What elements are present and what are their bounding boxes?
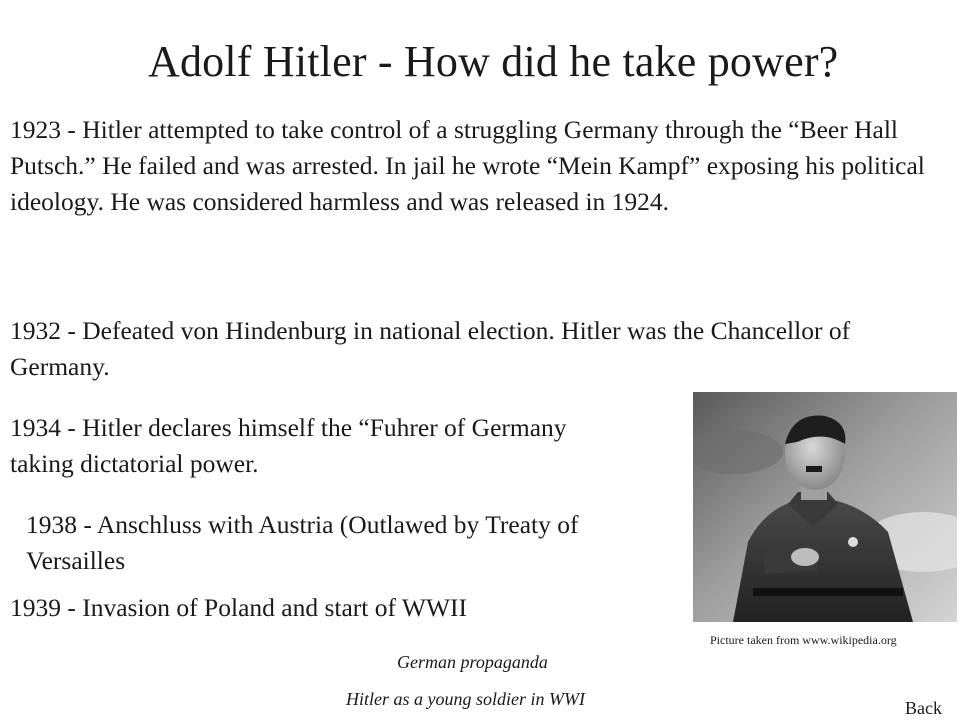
event-1939: 1939 - Invasion of Poland and start of WWII: [10, 593, 468, 622]
photo-credit: Picture taken from www.wikipedia.org: [710, 633, 897, 647]
caption-young-soldier: Hitler as a young soldier in WWI: [346, 689, 585, 709]
event-1938: 1938 - Anschluss with Austria (Outlawed by Treaty of Versailles: [26, 510, 579, 575]
event-1934: 1934 - Hitler declares himself the “Fuhrer of Germany taking dictatorial power.: [10, 413, 567, 478]
event-1923: 1923 - Hitler attempted to take control of a struggling Germany through the “Beer Hall Putsch.” He failed and was arrested. In jail he wrote “Mein Kampf” exposing his political ideology. He was considered harmless and was released in 1924.: [10, 115, 925, 216]
caption-propaganda: German propaganda: [397, 652, 548, 672]
event-1932: 1932 - Defeated von Hindenburg in national election. Hitler was the Chancellor of Germany.: [10, 316, 851, 381]
hitler-photo: [693, 392, 957, 622]
page-title: Adolf Hitler - How did he take power?: [148, 37, 839, 86]
back-link[interactable]: Back: [905, 698, 942, 718]
